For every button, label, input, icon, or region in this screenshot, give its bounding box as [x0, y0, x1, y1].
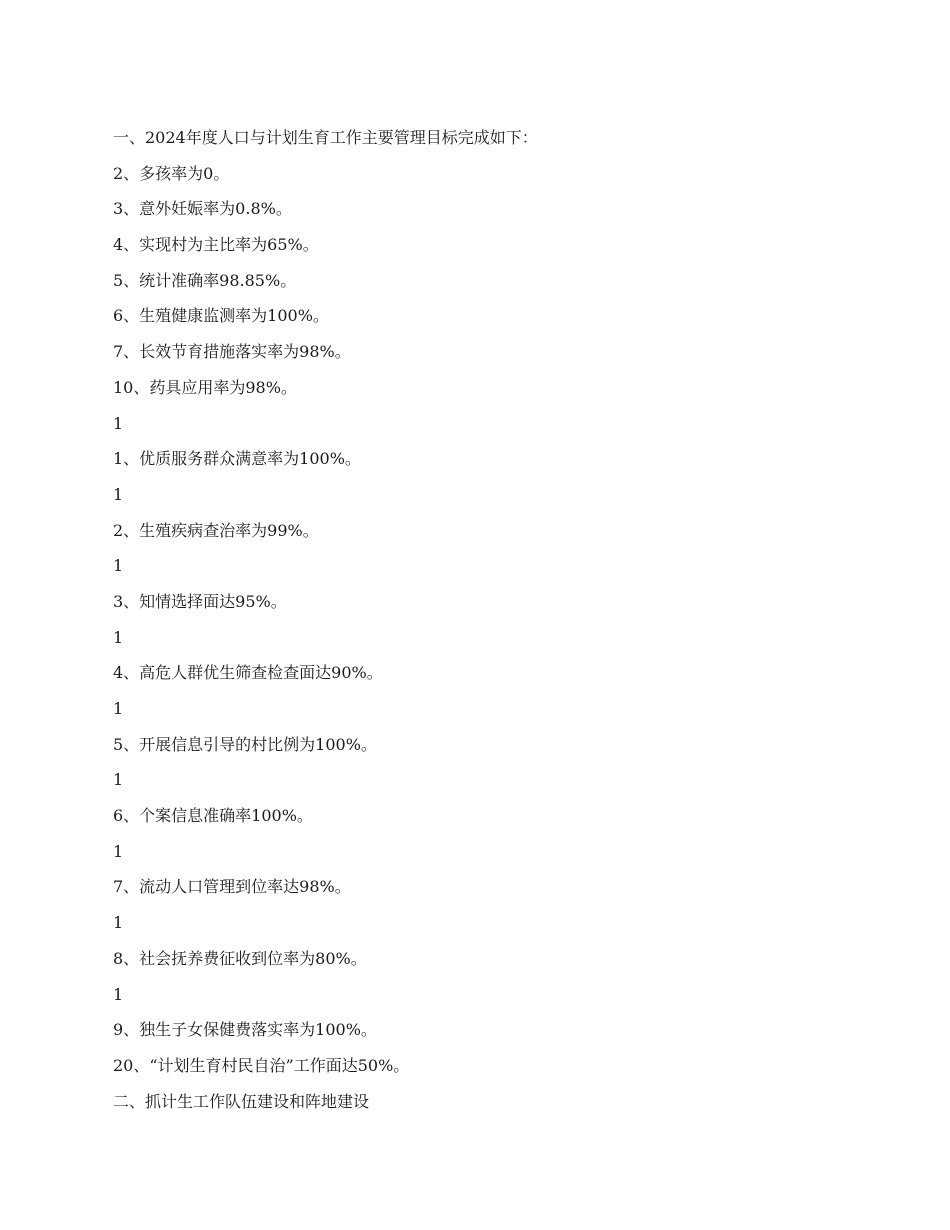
list-item: 3、意外妊娠率为0.8%。 [113, 199, 292, 219]
list-item: 2、多孩率为0。 [113, 163, 230, 183]
list-item: 10、药具应用率为98%。 [113, 377, 297, 397]
document-body [113, 120, 873, 1119]
list-item: 8、社会抚养费征收到位率为80%。 [113, 948, 367, 968]
list-item: 9、独生子女保健费落实率为100%。 [113, 1020, 377, 1040]
list-item: 7、流动人口管理到位率达98%。 [113, 877, 351, 897]
list-item: 6、个案信息准确率100%。 [113, 806, 313, 826]
list-item: 2、生殖疾病查治率为99%。 [113, 520, 319, 540]
list-item: 4、实现村为主比率为65%。 [113, 235, 319, 255]
list-item: 1 [113, 841, 124, 861]
list-item: 1 [113, 627, 124, 647]
heading-team-building: 二、抓计生工作队伍建设和阵地建设 [113, 1091, 370, 1111]
list-item: 1 [113, 770, 124, 790]
list-item: 1、优质服务群众满意率为100%。 [113, 449, 361, 469]
list-item: 1 [113, 913, 124, 933]
list-item: 1 [113, 556, 124, 576]
list-item: 5、开展信息引导的村比例为100%。 [113, 734, 377, 754]
list-item: 3、知情选择面达95%。 [113, 591, 287, 611]
list-item: 1 [113, 413, 124, 433]
list-item: 20、“计划生育村民自治”工作面达50%。 [113, 1055, 410, 1075]
list-item: 1 [113, 699, 124, 718]
list-item: 5、统计准确率98.85%。 [113, 270, 297, 290]
list-item: 4、高危人群优生筛查检查面达90%。 [113, 663, 383, 683]
list-item: 1 [113, 484, 124, 504]
heading-targets: 一、2024年度人口与计划生育工作主要管理目标完成如下： [113, 128, 538, 147]
list-item: 1 [113, 984, 124, 1004]
list-item: 7、长效节育措施落实率为98%。 [113, 342, 351, 362]
list-item: 6、生殖健康监测率为100%。 [113, 306, 329, 326]
